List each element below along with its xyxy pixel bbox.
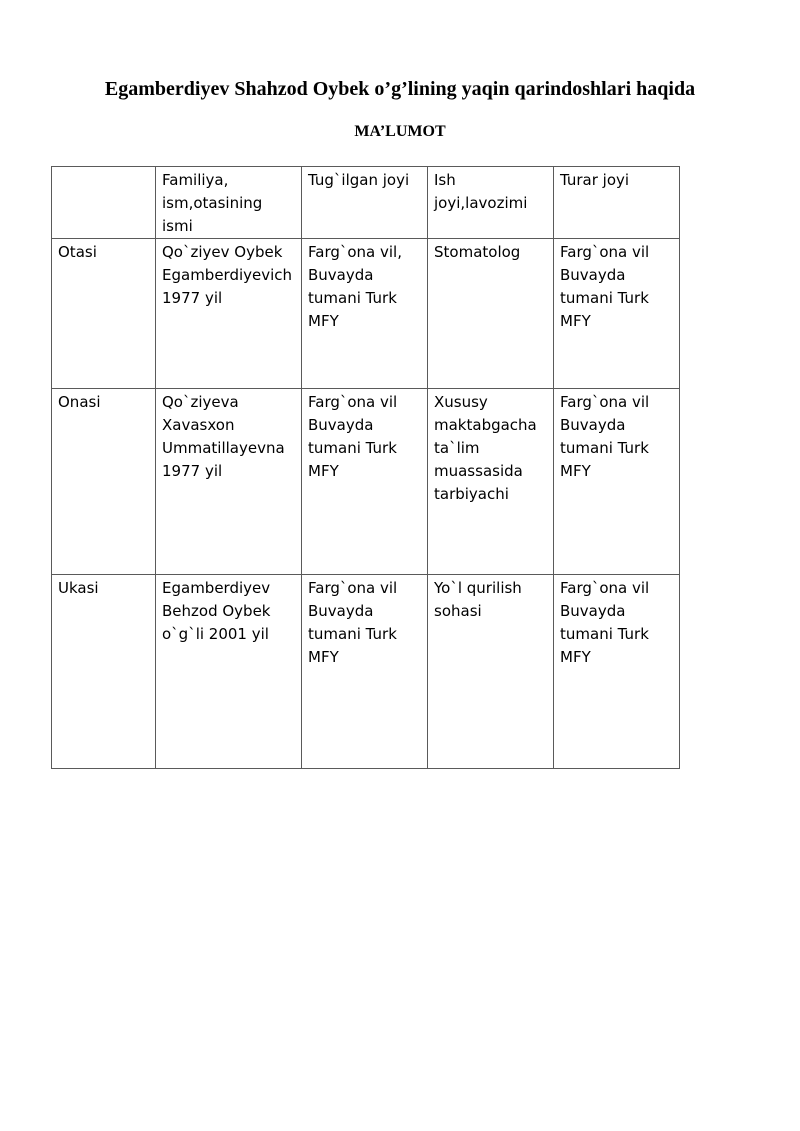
relation-cell: Otasi bbox=[52, 239, 156, 389]
residence-cell: Farg`ona vil Buvayda tumani Turk MFY bbox=[554, 575, 680, 769]
work-cell: Stomatolog bbox=[428, 239, 554, 389]
work-cell: Xususy maktabgacha ta`lim muassasida tarbiyachi bbox=[428, 389, 554, 575]
header-cell-work: Ish joyi,lavozimi bbox=[428, 167, 554, 239]
birthplace-cell: Farg`ona vil Buvayda tumani Turk MFY bbox=[302, 575, 428, 769]
birthplace-cell: Farg`ona vil, Buvayda tumani Turk MFY bbox=[302, 239, 428, 389]
table-row bbox=[52, 389, 680, 575]
relation-cell: Onasi bbox=[52, 389, 156, 575]
birthplace-cell: Farg`ona vil Buvayda tumani Turk MFY bbox=[302, 389, 428, 575]
work-cell: Yo`l qurilish sohasi bbox=[428, 575, 554, 769]
table-row bbox=[52, 575, 680, 769]
header-cell-residence: Turar joyi bbox=[554, 167, 680, 239]
relation-cell: Ukasi bbox=[52, 575, 156, 769]
residence-cell: Farg`ona vil Buvayda tumani Turk MFY bbox=[554, 239, 680, 389]
document-subtitle: MA’LUMOT bbox=[354, 123, 446, 140]
header-cell-name: Familiya, ism,otasining ismi bbox=[156, 167, 302, 239]
table-header-row bbox=[52, 167, 680, 239]
header-cell-birthplace: Tug`ilgan joyi bbox=[302, 167, 428, 239]
name-cell: Qo`ziyeva Xavasxon Ummatillayevna 1977 yil bbox=[156, 389, 302, 575]
name-cell: Qo`ziyev Oybek Egamberdiyevich 1977 yil bbox=[156, 239, 302, 389]
residence-cell: Farg`ona vil Buvayda tumani Turk MFY bbox=[554, 389, 680, 575]
table-row bbox=[52, 239, 680, 389]
document-title: Egamberdiyev Shahzod Oybek o’g’lining yaqin qarindoshlari haqida bbox=[104, 78, 696, 100]
relatives-table bbox=[51, 166, 680, 769]
name-cell: Egamberdiyev Behzod Oybek o`g`li 2001 yil bbox=[156, 575, 302, 769]
header-cell-relation bbox=[52, 167, 156, 239]
